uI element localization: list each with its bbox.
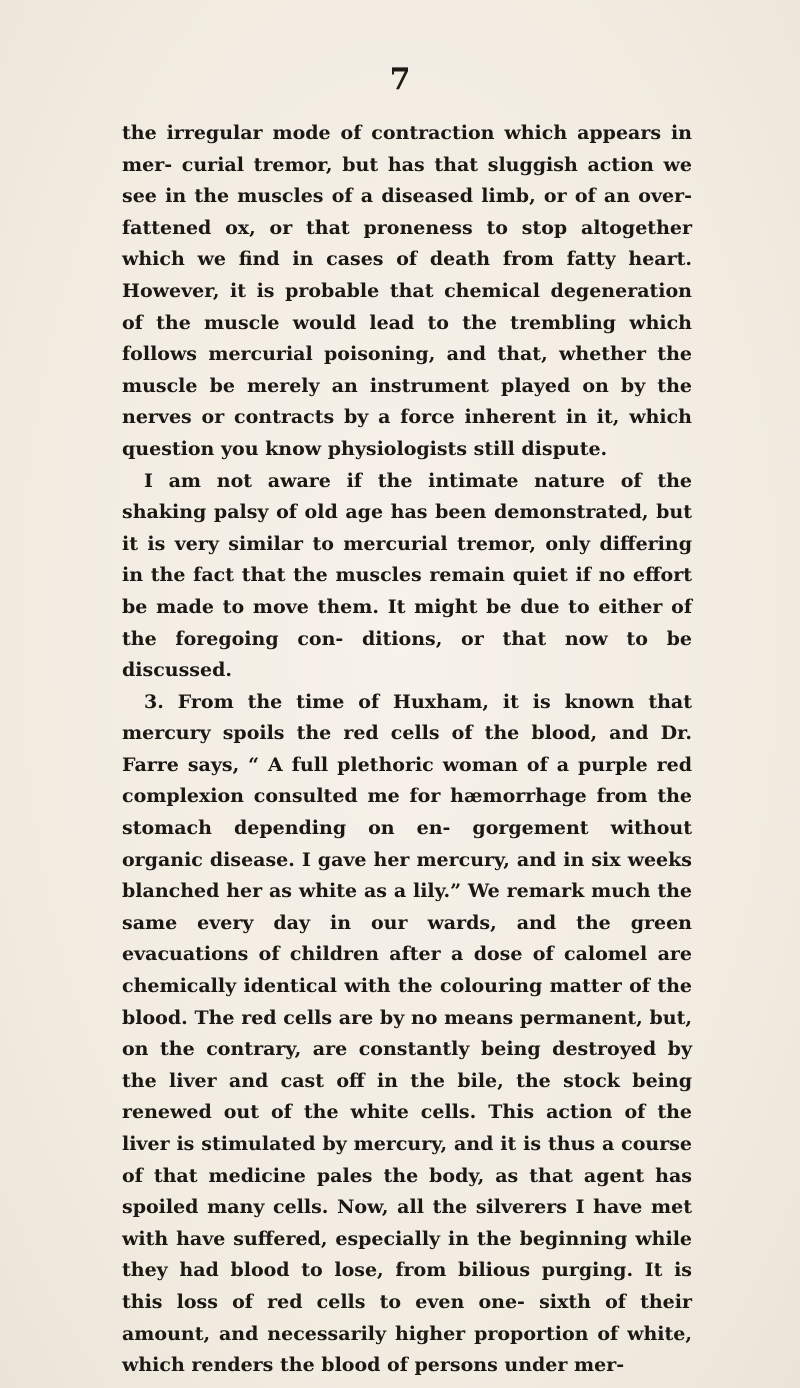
paragraph-2: I am not aware if the intimate nature of the shaking palsy of old age has been demonstrated, but it is very similar to mercurial tremor, only differing in the fact that the muscles remain quiet if no effort be made to move them. It might be due to either of the foregoing con- ditions, or that now to be discussed. xyxy=(122,469,692,682)
paragraph-3: 3. From the time of Huxham, it is known that mercury spoils the red cells of the blood, and Dr. Farre says, “ A full plethoric woman of a purple red complexion consulted me for hæmorrhage from the stomach depending on en- gorgement without organic disease. I gave her mercury, and in six weeks blanched her as white as a lily.” We remark much the same every day in our wards, and the green evacuations of children after a dose of calomel are chemically identical with the colouring matter of the blood. The red cells are by no means permanent, but, on the contrary, are constantly being destroyed by the liver and cast off in the bile, the stock being renewed out of the white cells. This action of the liver is stimulated by mercury, and it is thus a course of that medicine pales the body, as that agent has spoiled many cells. Now, all the silverers I have met with have suffered, especially in the beginning while they had blood to lose, from bilious purging. It is this loss of red cells to even one- sixth of their amount, and necessarily higher proportion of white, which renders the blood of persons under mer- xyxy=(122,690,692,1377)
page-number: 7 xyxy=(389,62,411,97)
paragraph-1: the irregular mode of contraction which appears in mer- curial tremor, but has that sluggish action we see in the muscles of a diseased limb, or of an over-fattened ox, or that proneness to stop altogether which we find in cases of death from fatty heart. However, it is probable that chemical degeneration of the muscle would lead to the trembling which follows mercurial poisoning, and that, whether the muscle be merely an instrument played on by the nerves or contracts by a force inherent in it, which question you know physiologists still dispute. xyxy=(122,122,692,460)
body-text xyxy=(122,118,692,1382)
